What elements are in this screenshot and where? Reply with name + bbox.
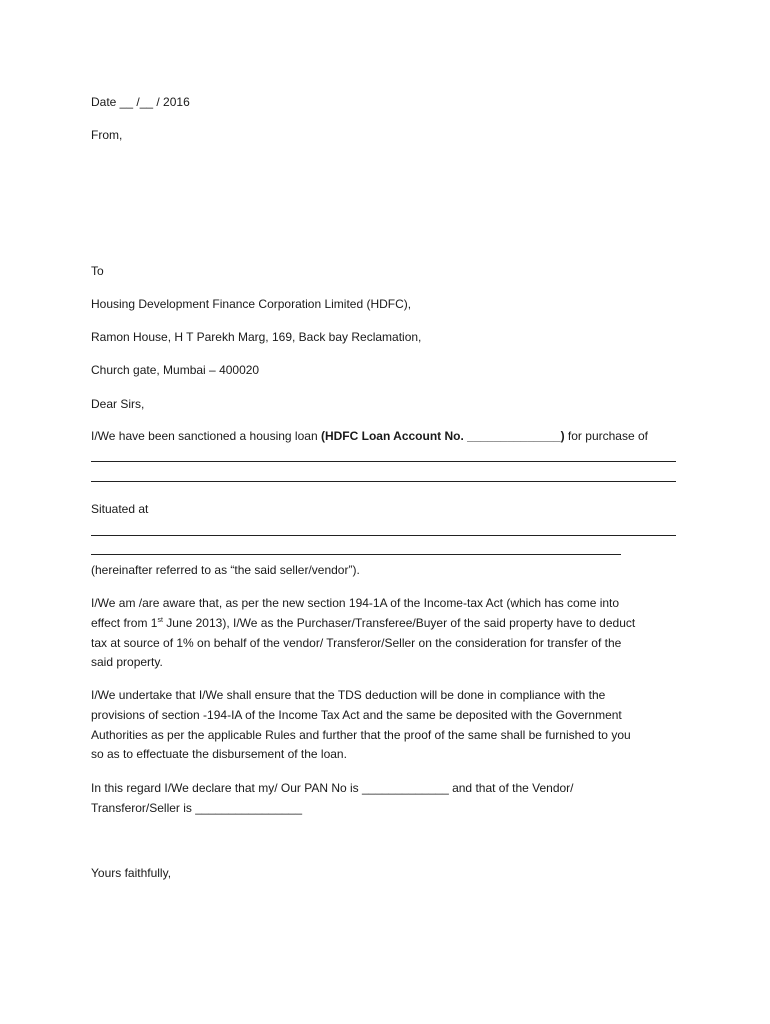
para3-line-1: In this regard I/We declare that my/ Our PAN No is _____________ and that of the Vendor/ xyxy=(91,781,574,795)
location-blank-line xyxy=(91,535,676,536)
intro-purchase-text: for purchase of xyxy=(564,429,648,443)
intro-line xyxy=(91,428,648,444)
property-blank-line xyxy=(91,461,676,462)
hereinafter-line: (hereinafter referred to as “the said seller/vendor”). xyxy=(91,563,360,577)
para1-line-2-end: June 2013), I/We as the Purchaser/Transferee/Buyer of the said property have to deduct xyxy=(162,616,636,630)
para1-line-1: I/We am /are aware that, as per the new section 194-1A of the Income-tax Act (which has come into xyxy=(91,596,620,610)
intro-text: I/We have been sanctioned a housing loan xyxy=(91,429,321,443)
location-blank-line xyxy=(91,554,621,555)
address-line-1: Housing Development Finance Corporation Limited (HDFC), xyxy=(91,297,412,311)
to-label: To xyxy=(91,264,104,278)
from-label: From, xyxy=(91,128,123,142)
para2-line-2: provisions of section -194-IA of the Income Tax Act and the same be deposited with the Government xyxy=(91,708,622,722)
para1-line-2 xyxy=(91,615,635,631)
closing: Yours faithfully, xyxy=(91,866,172,880)
date-line: Date __ /__ / 2016 xyxy=(91,95,190,109)
para2-line-3: Authorities as per the applicable Rules and further that the proof of the same shall be furnished to you xyxy=(91,728,631,742)
salutation: Dear Sirs, xyxy=(91,397,145,411)
para1-line-3: tax at source of 1% on behalf of the vendor/ Transferor/Seller on the consideration for transfer of the xyxy=(91,636,622,650)
para2-line-1: I/We undertake that I/We shall ensure that the TDS deduction will be done in compliance with the xyxy=(91,688,606,702)
para3-line-2: Transferor/Seller is ________________ xyxy=(91,801,303,815)
para1-line-4: said property. xyxy=(91,655,163,669)
address-line-2: Ramon House, H T Parekh Marg, 169, Back bay Reclamation, xyxy=(91,330,422,344)
para1-line-2-start: effect from 1 xyxy=(91,616,158,630)
situated-label: Situated at xyxy=(91,502,149,516)
property-blank-line xyxy=(91,481,676,482)
address-line-3: Church gate, Mumbai – 400020 xyxy=(91,363,260,377)
para2-line-4: so as to effectuate the disbursement of the loan. xyxy=(91,747,347,761)
loan-account-number: (HDFC Loan Account No. ______________) xyxy=(320,429,565,443)
ordinal-suffix: st xyxy=(157,617,163,624)
